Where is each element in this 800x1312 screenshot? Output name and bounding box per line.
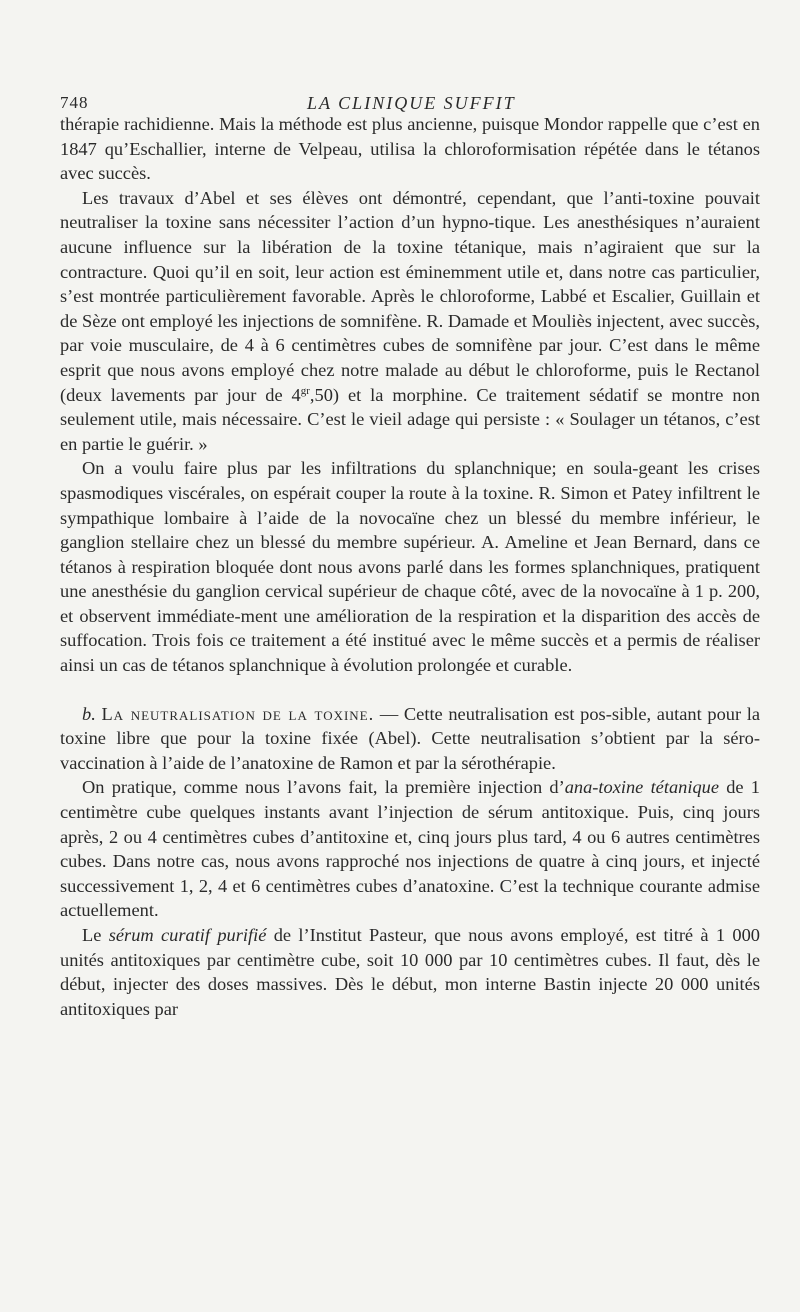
running-title: LA CLINIQUE SUFFIT (307, 93, 516, 113)
paragraph-6-after: de l’Institut Pasteur, que nous avons employé, est titré à 1 000 unités antitoxiques par centimètre cube, soit 10 000 par 10 centimètres cubes. Il faut, dès le début, injecter des doses massives. Dès le début, mon interne Bastin injecte 20 000 unités antitoxiques par (60, 925, 760, 1019)
paragraph-2-text: Les travaux d’Abel et ses élèves ont démontré, cependant, que l’anti-toxine pouvait neutraliser la toxine sans nécessiter l’action d’un hypno-tique. Les anesthésiques n’auraient aucune influence sur la libération de la toxine tétanique, mais n’agiraient que sur la contracture. Quoi qu’il en soit, leur action est éminemment utile et, dans notre cas particulier, s’est montrée particulièrement favorable. Après le chloroforme, Labbé et Escalier, Guillain et de Sèze ont employé les injections de somnifène. R. Damade et Mouliès injectent, avec succès, par voie musculaire, de 4 à 6 centimètres cubes de somnifène par jour. C’est dans le même esprit que nous avons employé chez notre malade au début le chloroforme, puis le Rectanol (deux lavements par jour de 4 (60, 187, 760, 405)
paragraph-2 (60, 186, 760, 457)
page-number: 748 (60, 93, 89, 112)
section-letter: b. (82, 703, 96, 724)
section-b-text: — Cette neutralisation est pos-sible, autant pour la toxine libre que pour la toxine fixée (Abel). Cette neutralisation s’obtient par la séro-vaccination à l’aide de l’anatoxine de Ramon et par la sérothérapie. (60, 703, 760, 773)
paragraph-5-after: de 1 centimètre cube quelques instants avant l’injection de sérum antitoxique. Puis, cinq jours après, 2 ou 4 centimètres cubes d’antitoxine et, cinq jours plus tard, 4 ou 6 autres centimètres cubes. Dans notre cas, nous avons rapproché nos injections de quatre à cinq jours, et injecté successivement 1, 2, 4 et 6 centimètres cubes d’anatoxine. C’est la technique courante admise actuellement. (60, 777, 761, 921)
paragraph-2-tail: ,50) et la morphine. Ce traitement sédatif se montre non seulement utile, mais nécessaire. C’est le vieil adage qui persiste : « Soulager un tétanos, c’est en partie le guérir. » (60, 384, 760, 454)
paragraph-6-italic: sérum curatif purifié (108, 925, 267, 945)
paragraph-5 (60, 775, 760, 923)
paragraph-5-italic: ana-toxine tétanique (564, 777, 720, 798)
body-text (60, 112, 760, 1021)
paragraph-5-before: On pratique, comme nous l’avons fait, la première injection d’ (82, 777, 565, 798)
paragraph-6-before: Le (82, 925, 109, 945)
gram-superscript: gr (300, 384, 310, 397)
section-b-paragraph (60, 702, 760, 776)
paragraph-1: thérapie rachidienne. Mais la méthode est plus ancienne, puisque Mondor rappelle que c’est en 1847 qu’Eschallier, interne de Velpeau, utilisa la chloroformisation répétée dans le tétanos avec succès. (60, 114, 760, 184)
paragraph-3: On a voulu faire plus par les infiltrations du splanchnique; en soula-geant les crises spasmodiques viscérales, on espérait couper la route à la toxine. R. Simon et Patey infiltrent le sympathique lombaire à l’aide de la novocaïne chez un blessé du membre inférieur, le ganglion stellaire chez un blessé du membre supérieur. A. Ameline et Jean Bernard, dans ce tétanos à respiration bloquée dont nous avons parlé dans les formes splanchniques, pratiquent une anesthésie du ganglion cervical supérieur de chaque côté, avec de la novocaïne à 1 p. 200, et observent immédiate-ment une amélioration de la respiration et la disparition des accès de suffocation. Trois fois ce traitement a été institué avec le même succès et a permis de réaliser ainsi un cas de tétanos splanchnique à évolution prolongée et curable. (60, 458, 760, 676)
paragraph-6 (60, 923, 760, 1021)
section-heading: La neutralisation de la toxine. (101, 703, 375, 724)
